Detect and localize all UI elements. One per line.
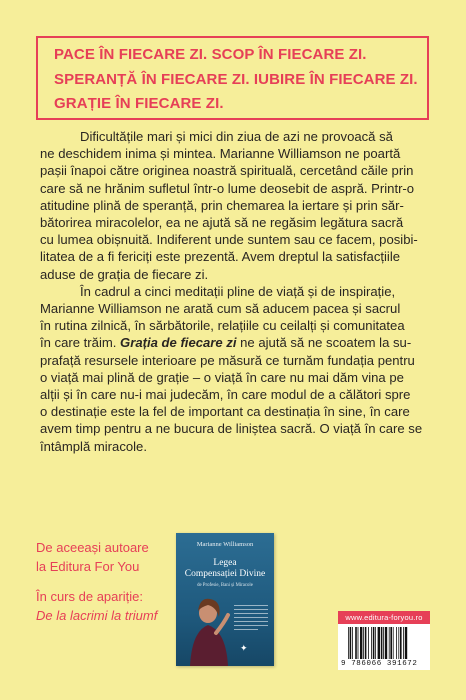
related-book-cover [176, 533, 274, 666]
book-cover-author: Marianne Williamson [196, 541, 254, 548]
forthcoming-label: În curs de apariție: [36, 589, 143, 604]
book-title-inline: Grația de fiecare zi [120, 335, 237, 351]
paragraph-2-line: prafață resursele interioare pe măsură ce turnăm fundația pentru [40, 352, 415, 368]
paragraph-1-line: cu lumea obișnuită. Indiferent unde suntem sau ce facem, posibi- [40, 232, 418, 248]
paragraph-2-line: Marianne Williamson ne arată cum să aducem pacea și sacrul [40, 301, 401, 317]
publisher-label: la Editura For You [36, 559, 140, 574]
paragraph-1-line: litatea de a fi fericiți este prezentă. Avem dreptul la satisfacțiile [40, 249, 401, 265]
paragraph-1-line: atitudine plină de speranță, prin chemarea la iertare și prin săr- [40, 197, 404, 213]
tagline-line-1: PACE ÎN FIECARE ZI. SCOP ÎN FIECARE ZI. [54, 46, 367, 63]
dove-icon: ✦ [240, 643, 248, 653]
book-cover-subtitle: de Profesie, Bani și Miracole [197, 583, 253, 588]
paragraph-1-line: care să ne hrănim sufletul într-o lume deosebit de aspră. Printr-o [40, 180, 415, 196]
paragraph-1-line: aduse de grația de fiecare zi. [40, 266, 209, 282]
paragraph-2-line: o destinație este la fel de important ca destinația în sine, în care [40, 404, 410, 420]
paragraph-2-line: o viață mai plină de grație – o viață în care nu mai dăm vina pe [40, 369, 404, 385]
publisher-website: www.editura-foryou.ro [338, 611, 430, 624]
paragraph-2-text: ne ajută să ne scoatem la su- [236, 335, 412, 351]
isbn-barcode [338, 624, 430, 670]
tagline-banner [36, 36, 429, 120]
paragraph-2-line: avem timp pentru a ne bucura de liniștea sacră. O viață în care se [40, 421, 423, 437]
book-cover-title [180, 558, 270, 579]
related-books-note [36, 538, 186, 625]
tagline-line-3: GRAȚIE ÎN FIECARE ZI. [54, 95, 224, 112]
paragraph-2-line: alții și în care nu-i mai judecăm, în care modul de a călători spre [40, 387, 411, 403]
paragraph-2-line [40, 334, 428, 351]
paragraph-2-line: întâmplă miracole. [40, 438, 147, 454]
paragraph-1-line: Dificultățile mari și mici din ziua de azi ne provoacă să [80, 129, 393, 144]
barcode-bars [348, 627, 426, 659]
tagline-line-2: SPERANȚĂ ÎN FIECARE ZI. IUBIRE ÎN FIECARE ZI. [54, 70, 418, 88]
book-cover-title-line: Legea [213, 558, 237, 568]
paragraph-2-line: În cadrul a cinci meditații pline de viață și de inspirație, [80, 283, 396, 299]
paragraph-2-line: în rutina zilnică, în sărbătorile, relațiile cu ceilalți și comunitatea [40, 318, 405, 334]
author-photo [186, 593, 232, 666]
book-cover-title-line: Compensației Divine [184, 568, 266, 579]
paragraph-1-line: bătorirea miracolelor, ea ne ajută să ne regăsim legătura sacră [40, 215, 404, 231]
cover-blurb [234, 605, 268, 633]
paragraph-1-line: pașii înapoi către originea noastră spirituală, cercetând căile prin [40, 163, 414, 179]
forthcoming-title: De la lacrimi la triumf [36, 608, 158, 623]
book-description [40, 128, 428, 455]
same-author-label: De aceeași autoare [36, 540, 149, 555]
paragraph-2-text: în care trăim. [40, 335, 117, 351]
paragraph-1-line: ne deschidem inima și mintea. Marianne Williamson ne poartă [40, 146, 401, 162]
isbn-number: 9 786066 391672 [341, 660, 418, 668]
